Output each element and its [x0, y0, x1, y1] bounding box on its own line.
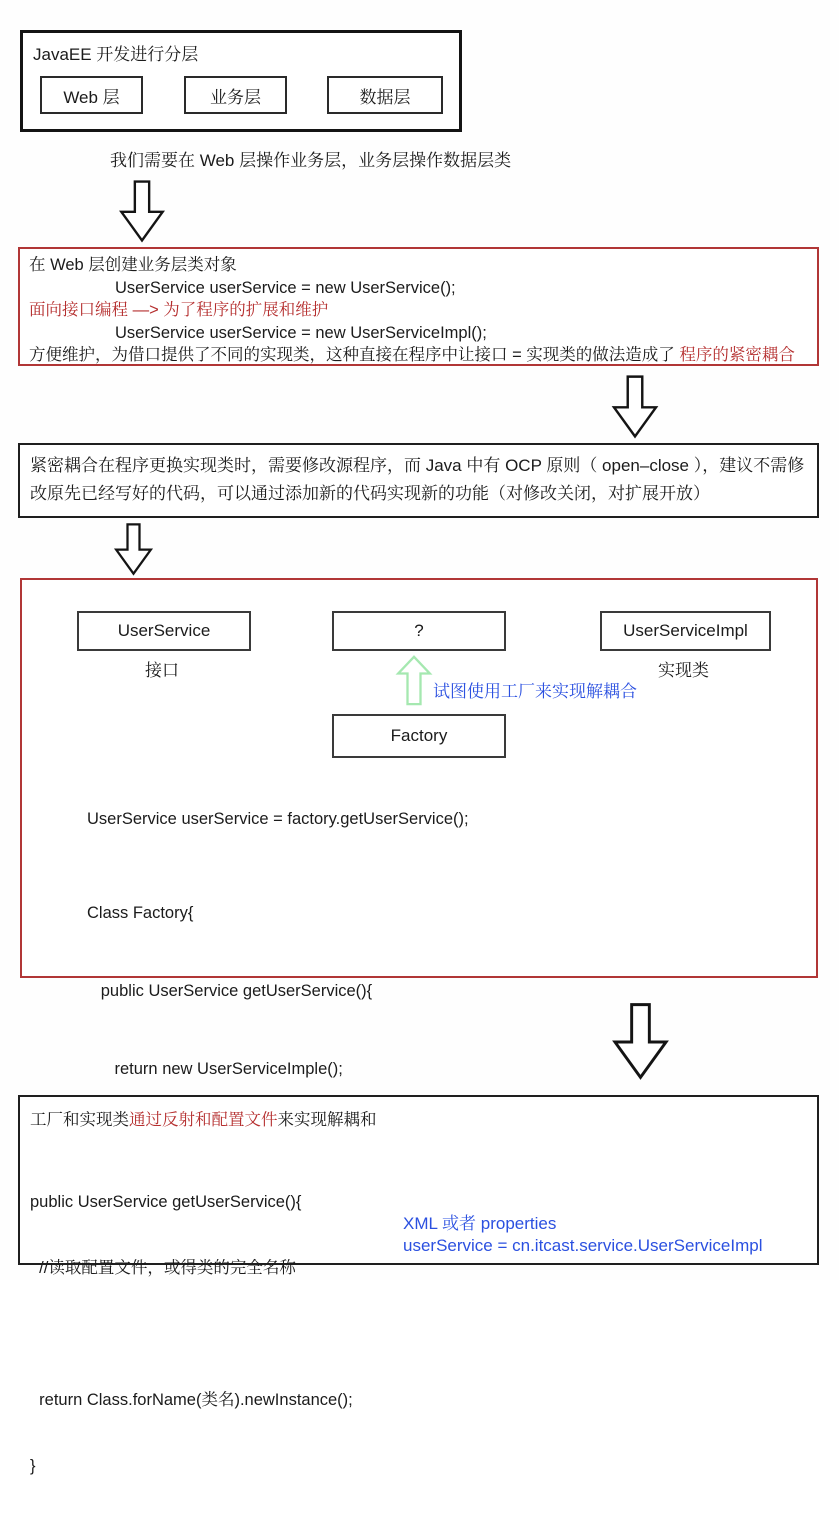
code-line: [30, 1323, 353, 1345]
code-line: return Class.forName(类名).newInstance();: [30, 1391, 353, 1409]
layer-box-web: Web 层: [40, 76, 143, 114]
coupling-line-1: 在 Web 层创建业务层类对象: [29, 256, 237, 274]
reflection-title-red: 通过反射和配置文件: [129, 1111, 278, 1129]
code-line: public UserService getUserService(){: [30, 1193, 302, 1211]
code-line: //读取配置文件，或得类的完全名称: [30, 1259, 296, 1277]
factory-call-code: UserService userService = factory.getUserService();: [87, 810, 469, 828]
coupling-line-5-red: 程序的紧密耦合: [679, 346, 795, 364]
javaee-layers-title: JavaEE 开发进行分层: [33, 45, 199, 64]
reflection-code: [30, 1147, 353, 1521]
reflection-note-box: [18, 1095, 819, 1475]
javaee-layers-box: [20, 30, 462, 132]
coupling-line-2: UserService userService = new UserService();: [115, 278, 456, 297]
coupling-line-5: [29, 344, 808, 367]
down-arrow-icon: [609, 375, 661, 438]
impl-node: UserServiceImpl: [600, 611, 771, 651]
layer-box-data: 数据层: [327, 76, 443, 114]
interface-node: UserService: [77, 611, 251, 651]
config-note-line2: userService = cn.itcast.service.UserServiceImpl: [403, 1236, 763, 1255]
impl-label: 实现类: [658, 661, 709, 680]
factory-node: Factory: [332, 714, 506, 758]
factory-hint: 试图使用工厂来实现解耦合: [433, 682, 637, 701]
down-arrow-icon: [118, 180, 166, 242]
coupling-note-box: [18, 247, 819, 366]
down-arrow-icon: [110, 523, 157, 575]
layer-box-business: 业务层: [184, 76, 287, 114]
config-note-line1: XML 或者 properties: [403, 1214, 557, 1233]
code-line: Class Factory{: [87, 904, 194, 922]
unknown-node: ?: [332, 611, 506, 651]
reflection-title-prefix: 工厂和实现类: [30, 1111, 129, 1129]
coupling-line-5-black: 方便维护，为借口提供了不同的实现类，这种直接在程序中让接口 = 实现类的做法造成了: [29, 346, 680, 364]
coupling-line-4: UserService userService = new UserServiceImpl();: [115, 323, 487, 342]
code-line: return new UserServiceImple();: [87, 1060, 343, 1078]
layers-caption: 我们需要在 Web 层操作业务层，业务层操作数据层类: [110, 151, 512, 170]
factory-diagram-box: [20, 578, 818, 1078]
up-arrow-icon: [395, 654, 433, 706]
ocp-note-box: [18, 443, 819, 518]
down-arrow-icon: [613, 997, 668, 1085]
code-line: }: [30, 1457, 36, 1475]
interface-label: 接口: [145, 661, 179, 680]
coupling-line-3: 面向接口编程 —> 为了程序的扩展和维护: [29, 301, 329, 319]
reflection-title-suffix: 来实现解耦和: [277, 1111, 377, 1129]
code-line: public UserService getUserService(){: [87, 982, 373, 1000]
reflection-title: [30, 1106, 377, 1130]
ocp-text: 紧密耦合在程序更换实现类时，需要修改源程序，而 Java 中有 OCP 原则（ open–close ），建议不需修改原先已经写好的代码，可以通过添加新的代码实现新的功能（对修改关闭，对扩展开放）: [30, 456, 805, 503]
